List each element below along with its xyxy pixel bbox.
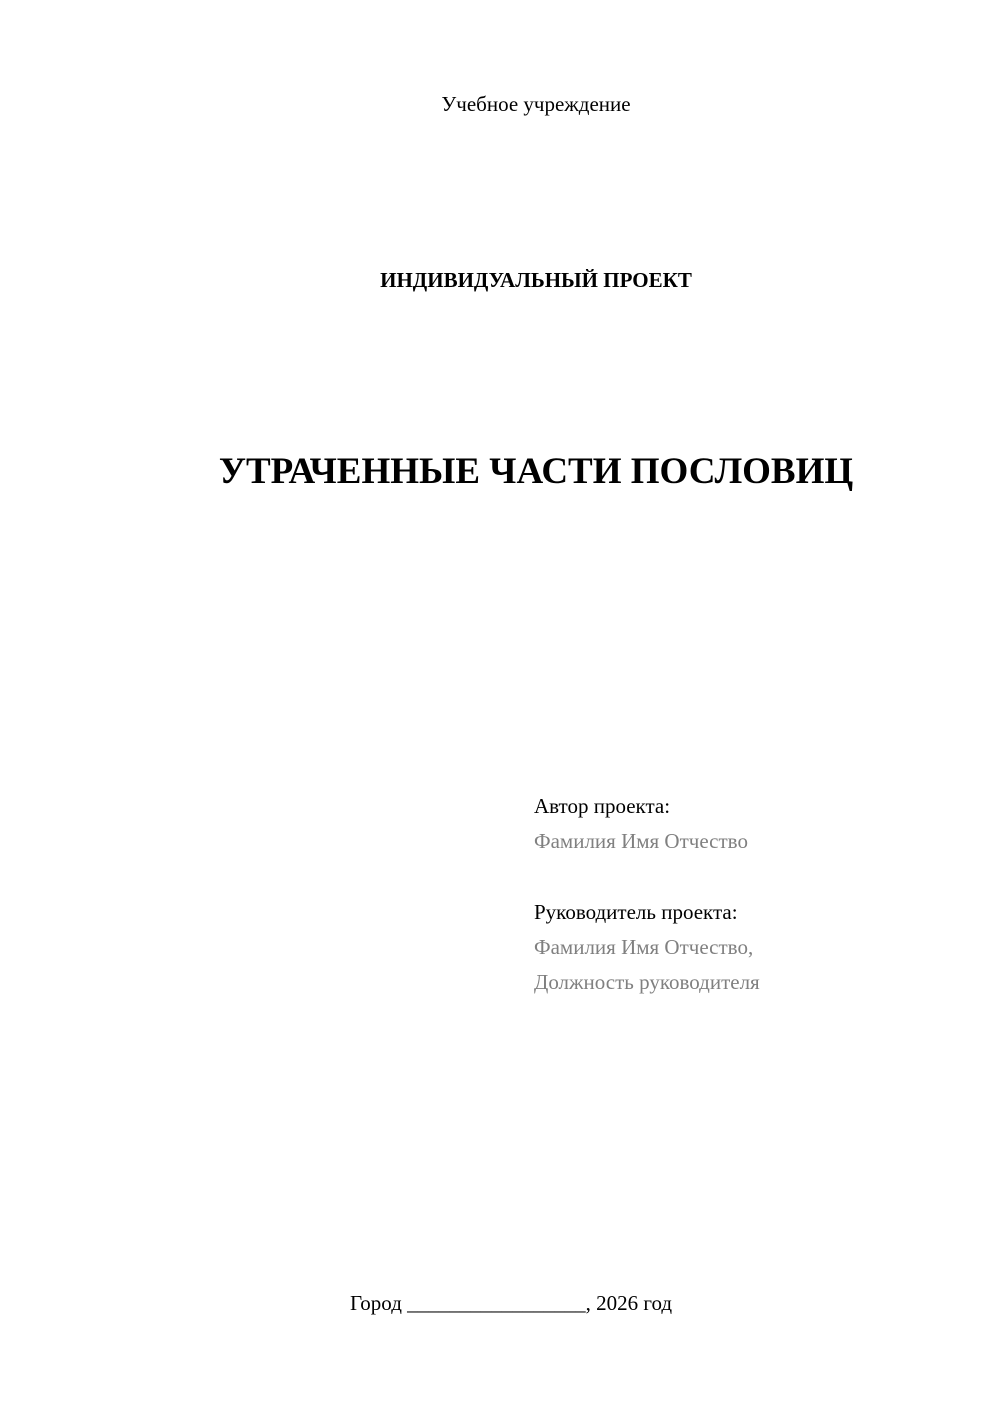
credits-block xyxy=(534,789,760,1000)
supervisor-position: Должность руководителя xyxy=(534,970,760,994)
project-type-heading: ИНДИВИДУАЛЬНЫЙ ПРОЕКТ xyxy=(380,268,692,292)
project-title: УТРАЧЕННЫЕ ЧАСТИ ПОСЛОВИЦ xyxy=(218,451,854,492)
supervisor-label: Руководитель проекта: xyxy=(534,900,738,924)
author-name: Фамилия Имя Отчество xyxy=(534,829,748,853)
supervisor-name: Фамилия Имя Отчество, xyxy=(534,935,754,959)
city-year-line: Город _________________, 2026 год xyxy=(350,1291,673,1315)
author-label: Автор проекта: xyxy=(534,794,671,818)
institution-name: Учебное учреждение xyxy=(441,92,631,116)
